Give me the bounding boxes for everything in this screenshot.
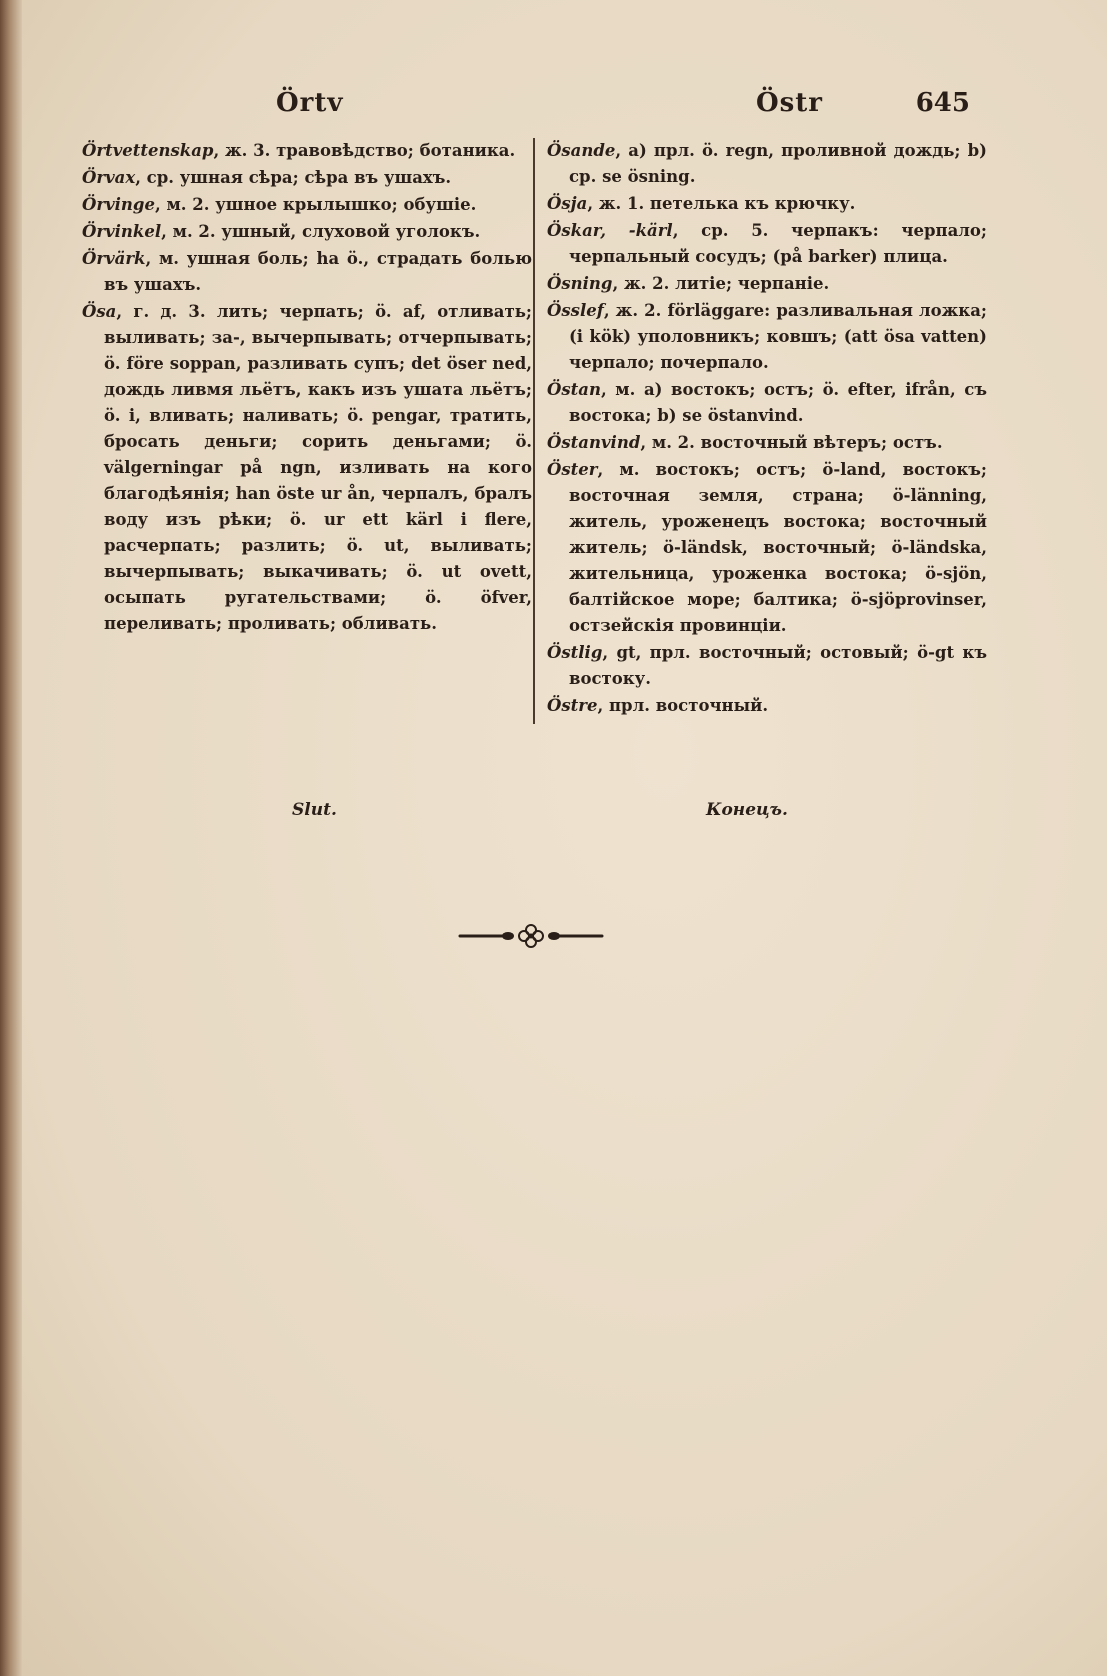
page-number: 645 — [915, 88, 970, 118]
left-guide-word: Örtv — [276, 88, 344, 118]
headword: Örvärk — [82, 249, 146, 268]
definition: , ж. 1. петелька къ крючку. — [587, 194, 856, 213]
headword: Örvax — [82, 168, 136, 187]
right-column — [547, 138, 987, 720]
definition: , ж. 3. травовѣдство; ботаника. — [213, 141, 516, 160]
headword: Ösning — [547, 274, 613, 293]
headword: Östan — [547, 380, 601, 399]
dictionary-entry — [547, 271, 987, 297]
dictionary-entry — [82, 165, 532, 191]
headword: Ösande — [547, 141, 616, 160]
definition: , a) прл. ö. regn, проливной дождь; b) ср. se ösning. — [569, 141, 987, 186]
dictionary-entry — [547, 377, 987, 429]
running-header — [80, 88, 970, 128]
dictionary-entry — [547, 693, 987, 719]
definition: , г. д. 3. лить; черпать; ö. af, отливать; выливать; за-, вычерпывать; отчерпывать; ö. före soppan, разливать супъ; det öser ned, дождь ливмя льётъ, какъ изъ ушата льётъ; ö. i, вливать; наливать; ö. pengar, тратить, бросать деньги; сорить деньгами; ö. välgerningar på ngn, изливать на кого благодѣянія; han öste ur ån, черпалъ, бралъ воду изъ рѣки; ö. ur ett kärl i flere, расчерпать; разлить; ö. ut, выливать; вычерпывать; выкачивать; ö. ut ovett, осыпать ругательствами; ö. öfver, переливать; проливать; обливать. — [104, 302, 532, 633]
headword: Ösja — [547, 194, 588, 213]
headword: Örvinkel — [82, 222, 162, 241]
ornament-flourish-icon — [458, 922, 604, 950]
left-column — [82, 138, 532, 638]
definition: , м. a) востокъ; остъ; ö. efter, ifrån, съ востока; b) se östanvind. — [569, 380, 987, 425]
headword: Östlig — [547, 643, 603, 662]
right-guide-word: Östr — [756, 88, 823, 118]
headword: Össlef — [547, 301, 604, 320]
dictionary-entry — [547, 457, 987, 639]
dictionary-entry — [82, 246, 532, 298]
definition: , ср. 5. черпакъ: черпало; черпальный сосудъ; (på barker) плица. — [569, 221, 988, 266]
dictionary-entry — [547, 298, 987, 376]
headword: Öskar, -kärl — [547, 221, 673, 240]
dictionary-entry — [547, 430, 987, 456]
definition: , м. ушная боль; ha ö., страдать болью въ ушахъ. — [104, 249, 532, 294]
end-mark-russian: Конецъ. — [706, 800, 788, 820]
headword: Östre — [547, 696, 598, 715]
headword: Ösa — [82, 302, 117, 321]
headword: Öster — [547, 460, 598, 479]
dictionary-entry — [82, 192, 532, 218]
headword: Örtvettenskap — [82, 141, 214, 160]
dictionary-entry — [82, 299, 532, 637]
dictionary-entry — [547, 191, 987, 217]
definition: , gt, прл. восточный; остовый; ö-gt къ востоку. — [569, 643, 987, 688]
book-spine-edge — [0, 0, 22, 1676]
dictionary-entry — [82, 219, 532, 245]
end-mark-swedish: Slut. — [292, 800, 337, 820]
definition: , прл. восточный. — [597, 696, 769, 715]
dictionary-entry — [547, 640, 987, 692]
dictionary-entry — [547, 138, 987, 190]
column-divider — [533, 138, 535, 724]
definition: , м. 2. ушный, слуховой уголокъ. — [161, 222, 481, 241]
definition: , ж. 2. литіе; черпаніе. — [612, 274, 830, 293]
dictionary-entry — [547, 218, 987, 270]
definition: , м. 2. восточный вѣтеръ; остъ. — [640, 433, 943, 452]
dictionary-entry — [82, 138, 532, 164]
definition: , ср. ушная сѣра; сѣра въ ушахъ. — [135, 168, 452, 187]
definition: , м. востокъ; остъ; ö-land, востокъ; восточная земля, страна; ö-länning, житель, уроженецъ востока; восточный житель; ö-ländsk, восточный; ö-ländska, жительница, уроженка востока; ö-sjön, балтійское море; балтика; ö-sjöprovinser, остзейскія провинціи. — [569, 460, 987, 635]
headword: Örvinge — [82, 195, 155, 214]
headword: Östanvind — [547, 433, 641, 452]
definition: , ж. 2. förläggare: разливальная ложка; (i kök) уполовникъ; ковшъ; (att ösa vatten) черпало; почерпало. — [569, 301, 987, 372]
definition: , м. 2. ушное крылышко; обушіе. — [154, 195, 477, 214]
